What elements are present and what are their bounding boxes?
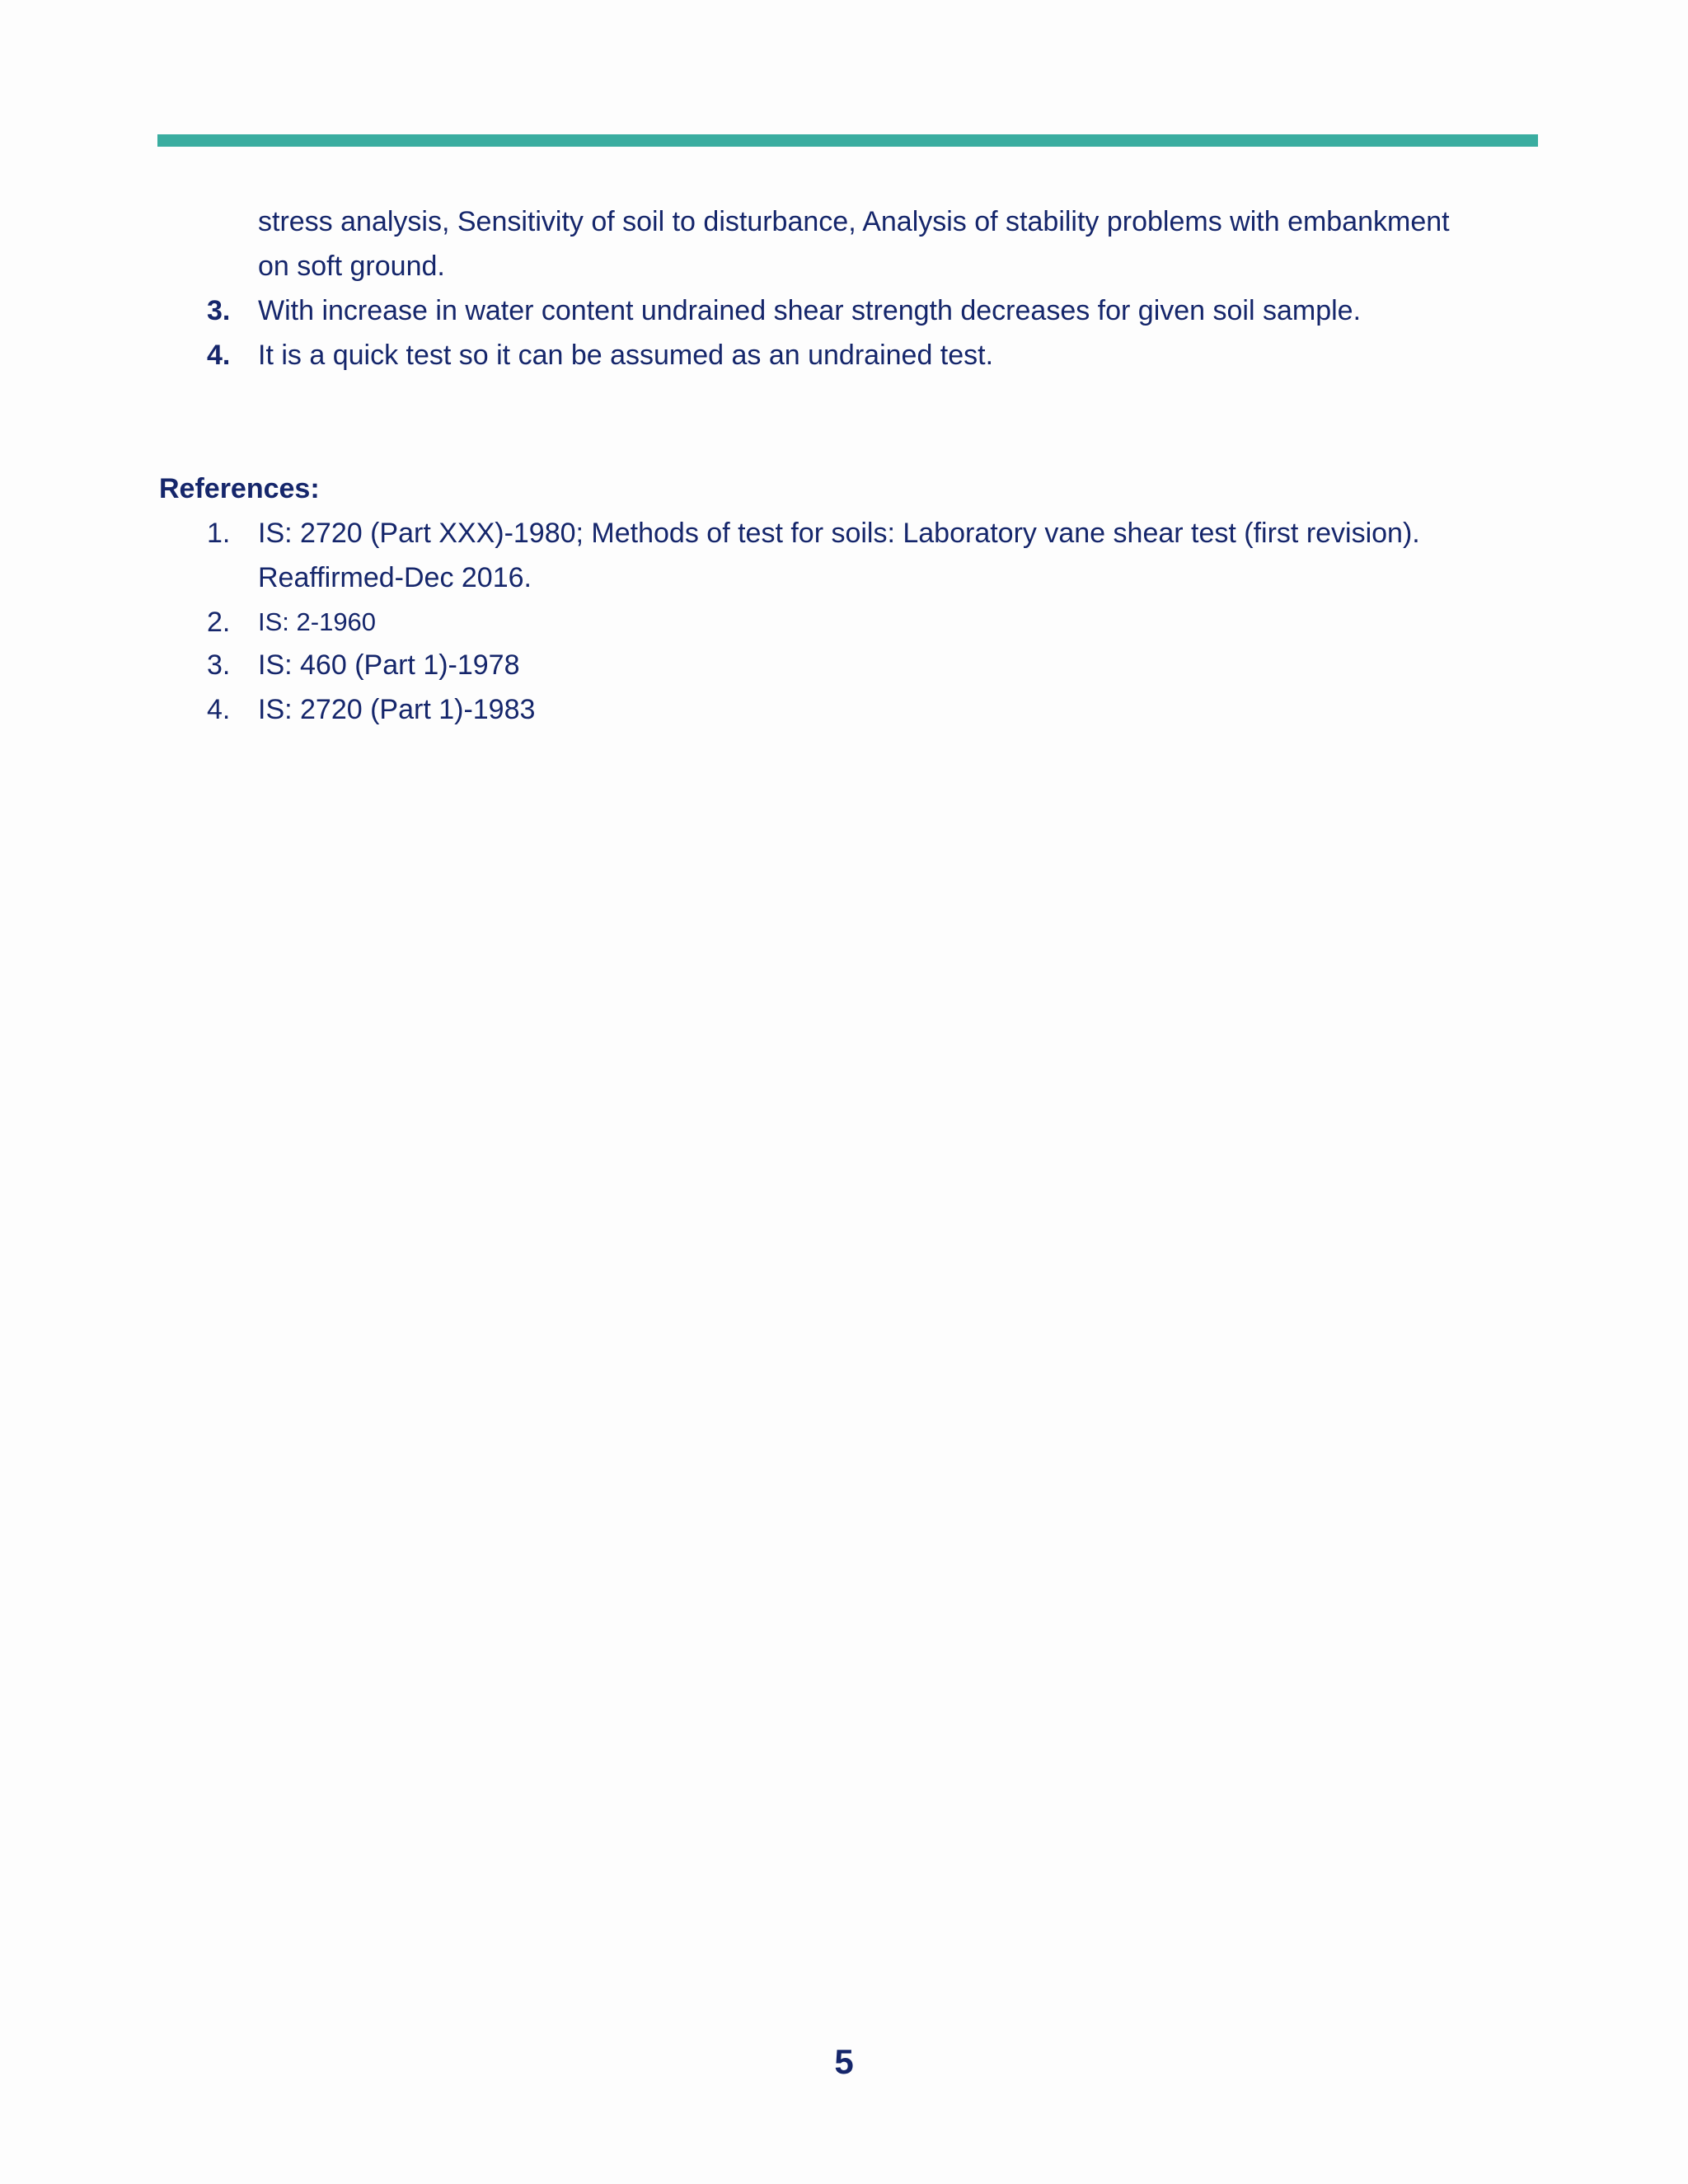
conclusion-continuation-line: on soft ground. [258, 251, 445, 282]
reference-text: IS: 2720 (Part 1)-1983 [258, 694, 536, 725]
reference-number: 1. [207, 518, 231, 549]
reference-text: Reaffirmed-Dec 2016. [258, 562, 532, 593]
reference-number: 2. [207, 607, 231, 638]
reference-number: 3. [207, 649, 231, 681]
references-heading: References: [159, 473, 320, 504]
reference-text: IS: 2720 (Part XXX)-1980; Methods of test for soils: Laboratory vane shear test (first revision). [258, 518, 1420, 549]
reference-text: IS: 2-1960 [258, 607, 377, 636]
conclusion-item-text: It is a quick test so it can be assumed as an undrained test. [258, 340, 994, 371]
header-rule [157, 134, 1538, 147]
conclusion-item-number: 3. [207, 295, 231, 326]
page-number: 5 [834, 2042, 854, 2081]
conclusion-item-text: With increase in water content undrained shear strength decreases for given soil sample. [258, 295, 1362, 326]
conclusion-continuation-line: stress analysis, Sensitivity of soil to disturbance, Analysis of stability problems with embankment [258, 206, 1450, 237]
conclusion-item-number: 4. [207, 340, 231, 371]
reference-text: IS: 460 (Part 1)-1978 [258, 649, 520, 681]
reference-number: 4. [207, 694, 231, 725]
